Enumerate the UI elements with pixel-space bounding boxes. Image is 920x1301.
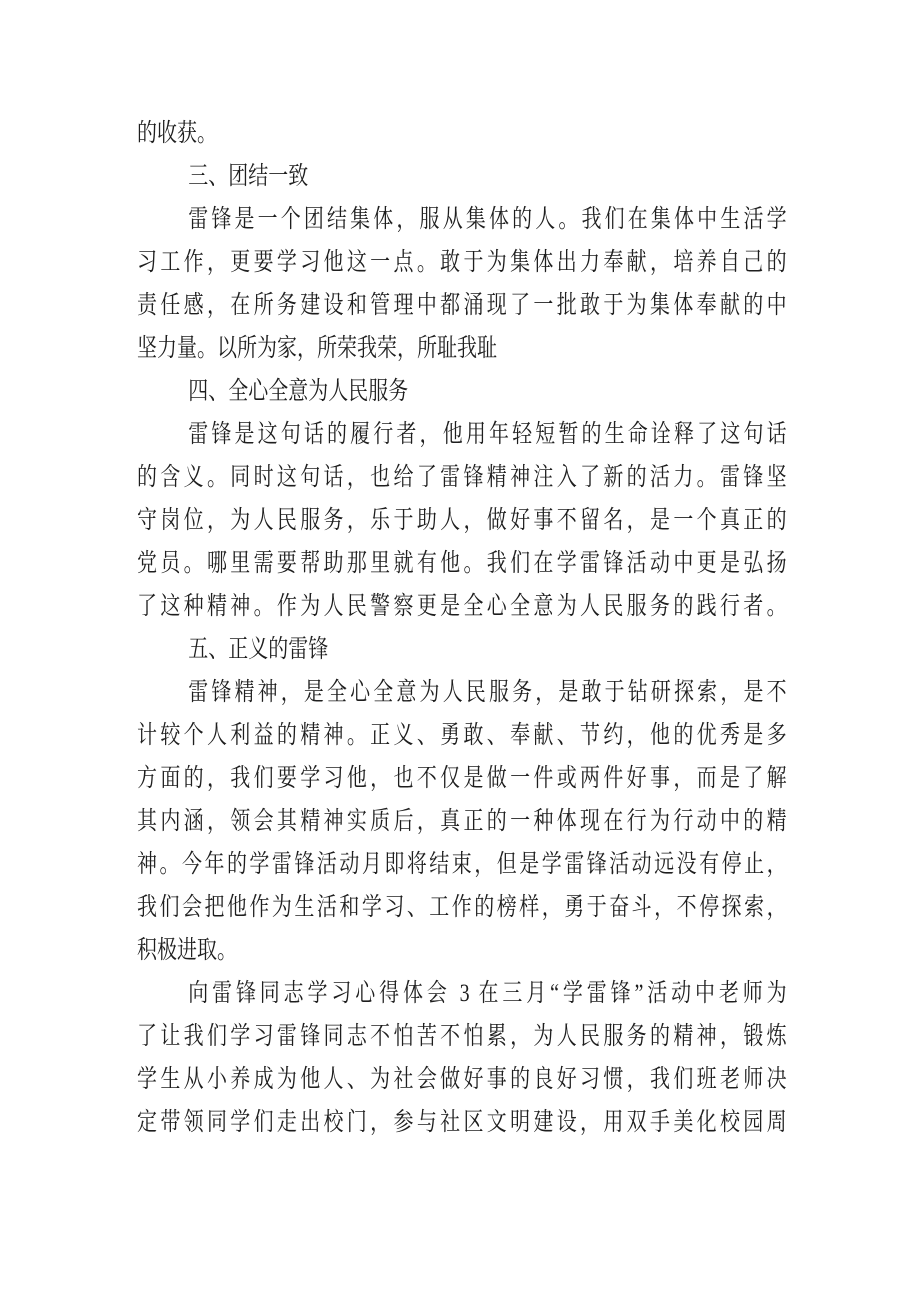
text-line: 计较个人利益的精神。正义、勇敢、奉献、节约，他的优秀是多 [137, 722, 787, 749]
text-line: 雷锋是这句话的履行者，他用年轻短暂的生命诠释了这句话 [188, 421, 787, 448]
text-line: 的收获。 [137, 120, 218, 147]
text-line: 的含义。同时这句话，也给了雷锋精神注入了新的活力。雷锋坚 [137, 464, 787, 491]
text-line: 学生从小养成为他人、为社会做好事的良好习惯，我们班老师决 [137, 1066, 787, 1093]
text-line: 坚力量。以所为家，所荣我荣，所耻我耻 [137, 335, 498, 362]
text-line: 了让我们学习雷锋同志不怕苦不怕累，为人民服务的精神，锻炼 [137, 1023, 787, 1050]
section-heading: 五、正义的雷锋 [188, 636, 329, 663]
section-heading: 三、团结一致 [188, 163, 309, 190]
text-line: 方面的，我们要学习他，也不仅是做一件或两件好事，而是了解 [137, 765, 787, 792]
section-heading: 四、全心全意为人民服务 [188, 378, 409, 405]
text-line: 定带领同学们走出校门，参与社区文明建设，用双手美化校园周 [137, 1109, 787, 1136]
text-line: 我们会把他作为生活和学习、工作的榜样，勇于奋斗，不停探索， [137, 894, 787, 921]
text-line: 雷锋是一个团结集体，服从集体的人。我们在集体中生活学 [188, 206, 787, 233]
text-line: 积极进取。 [137, 937, 238, 964]
text-line: 雷锋精神，是全心全意为人民服务，是敢于钻研探索，是不 [188, 679, 787, 706]
text-line: 守岗位，为人民服务，乐于助人，做好事不留名，是一个真正的 [137, 507, 787, 534]
text-line: 其内涵，领会其精神实质后，真正的一种体现在行为行动中的精 [137, 808, 787, 835]
text-line: 习工作，更要学习他这一点。敢于为集体出力奉献，培养自己的 [137, 249, 787, 276]
document-text-block [137, 112, 787, 1144]
text-line: 责任感，在所务建设和管理中都涌现了一批敢于为集体奉献的中 [137, 292, 787, 319]
text-line: 向雷锋同志学习心得体会 3 在三月“学雷锋”活动中老师为 [188, 980, 787, 1007]
text-line: 神。今年的学雷锋活动月即将结束，但是学雷锋活动远没有停止， [137, 851, 787, 878]
text-line: 党员。哪里需要帮助那里就有他。我们在学雷锋活动中更是弘扬 [137, 550, 787, 577]
text-line: 了这种精神。作为人民警察更是全心全意为人民服务的践行者。 [137, 593, 787, 620]
